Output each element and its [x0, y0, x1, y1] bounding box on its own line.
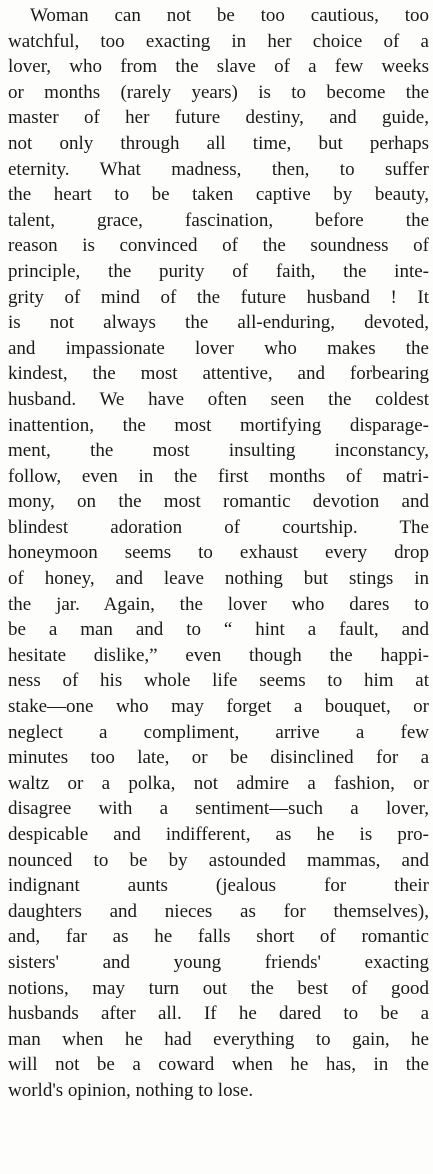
- text-line: ment, the most insulting inconstancy,: [8, 440, 429, 462]
- text-line: and impassionate lover who makes the: [8, 337, 429, 359]
- text-line: of honey, and leave nothing but stings in: [8, 568, 429, 590]
- text-line: be a man and to “ hint a fault, and: [8, 619, 429, 641]
- text-line: will not be a coward when he has, in the: [8, 1054, 429, 1076]
- text-line: principle, the purity of faith, the inte-: [8, 260, 429, 282]
- text-line: reason is convinced of the soundness of: [8, 235, 429, 257]
- text-line: lover, who from the slave of a few weeks: [8, 56, 429, 78]
- text-line: stake—one who may forget a bouquet, or: [8, 696, 429, 718]
- text-line: ness of his whole life seems to him at: [8, 670, 429, 692]
- text-line: neglect a compliment, arrive a few: [8, 721, 429, 743]
- text-line: nounced to be by astounded mammas, and: [8, 849, 429, 871]
- text-line: the jar. Again, the lover who dares to: [8, 593, 429, 615]
- text-line: world's opinion, nothing to lose.: [8, 1079, 254, 1101]
- text-line: follow, even in the first months of matri-: [8, 465, 429, 487]
- text-line: honeymoon seems to exhaust every drop: [8, 542, 429, 564]
- text-line: is not always the all-enduring, devoted,: [8, 312, 429, 334]
- text-line: inattention, the most mortifying disparage-: [8, 414, 429, 436]
- text-line: eternity. What madness, then, to suffer: [8, 158, 429, 180]
- text-line: mony, on the most romantic devotion and: [8, 491, 429, 513]
- text-line: daughters and nieces as for themselves),: [8, 900, 429, 922]
- text-line: man when he had everything to gain, he: [8, 1028, 429, 1050]
- text-line: disagree with a sentiment—such a lover,: [8, 798, 429, 820]
- text-line: sisters' and young friends' exacting: [8, 951, 429, 973]
- text-line: notions, may turn out the best of good: [8, 977, 429, 999]
- text-line: waltz or a polka, not admire a fashion, or: [8, 772, 429, 794]
- text-line: kindest, the most attentive, and forbearing: [8, 363, 429, 385]
- text-line: talent, grace, fascination, before the: [8, 209, 429, 231]
- text-line: hesitate dislike,” even though the happi-: [8, 644, 429, 666]
- text-line: husband. We have often seen the coldest: [8, 388, 429, 410]
- text-line: master of her future destiny, and guide,: [8, 107, 429, 129]
- text-line: husbands after all. If he dared to be a: [8, 1003, 429, 1025]
- text-line: watchful, too exacting in her choice of a: [8, 30, 429, 52]
- text-line: indignant aunts (jealous for their: [8, 875, 429, 897]
- text-line: blindest adoration of courtship. The: [8, 516, 429, 538]
- article-paragraph: [8, 3, 429, 1104]
- text-line: despicable and indifferent, as he is pro-: [8, 824, 429, 845]
- text-line: grity of mind of the future husband ! It: [8, 286, 429, 308]
- text-line: or months (rarely years) is to become the: [8, 81, 429, 103]
- text-line: and, far as he falls short of romantic: [8, 926, 429, 948]
- text-line: minutes too late, or be disinclined for a: [8, 747, 429, 769]
- text-line: not only through all time, but perhaps: [8, 132, 429, 154]
- text-line: Woman can not be too cautious, too: [30, 5, 429, 26]
- text-line: the heart to be taken captive by beauty,: [8, 184, 429, 206]
